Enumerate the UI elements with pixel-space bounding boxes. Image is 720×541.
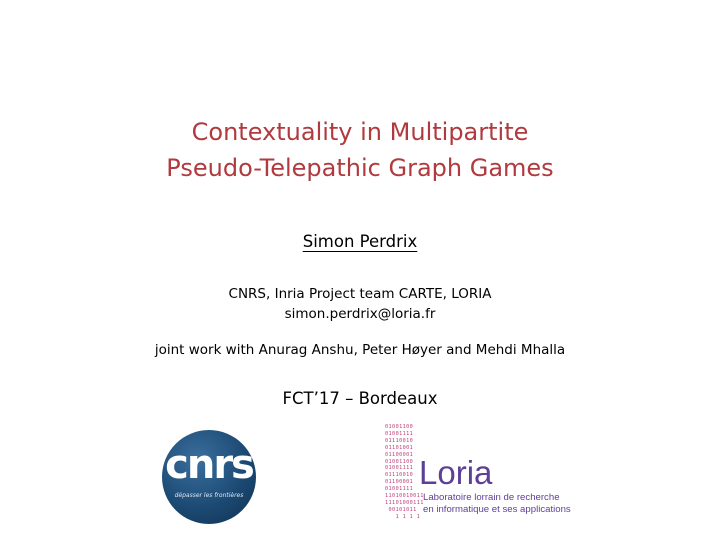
slide-title-line-2: Pseudo-Telepathic Graph Games — [166, 154, 554, 182]
loria-logo — [385, 424, 585, 519]
loria-binary-pattern: 01001100 01001111 01110010 01101001 01100001 01001100 01001111 01110010 01100001 01001111 11010010011 11101000111 00101011 1 1 1 1 — [385, 424, 424, 520]
cnrs-logo — [162, 430, 256, 524]
event-name: FCT’17 – Bordeaux — [282, 389, 438, 408]
author-email: simon.perdrix@loria.fr — [284, 306, 436, 322]
loria-subtitle-line-2: en informatique et ses applications — [423, 504, 571, 515]
author-name: Simon Perdrix — [302, 232, 418, 251]
loria-logo-word: Loria — [419, 454, 493, 491]
affiliation: CNRS, Inria Project team CARTE, LORIA — [228, 286, 492, 302]
slide-title-line-1: Contextuality in Multipartite — [191, 118, 529, 146]
joint-work-note: joint work with Anurag Anshu, Peter Høyer and Mehdi Mhalla — [154, 342, 566, 358]
cnrs-logo-word: cnrs — [165, 442, 253, 488]
cnrs-logo-tagline: dépasser les frontières — [174, 492, 244, 499]
loria-subtitle-line-1: Laboratoire lorrain de recherche — [423, 492, 560, 503]
